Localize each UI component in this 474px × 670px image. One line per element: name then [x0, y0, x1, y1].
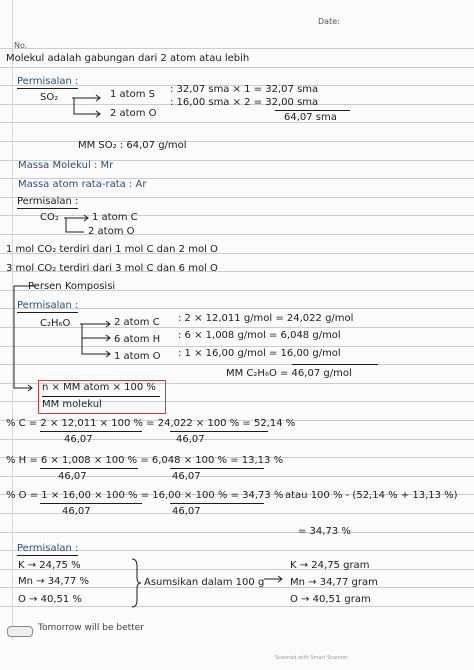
- co2-statement-2: 3 mol CO₂ terdiri dari 3 mol C dan 6 mol O: [6, 263, 218, 274]
- k-gram: K → 24,75 gram: [290, 560, 370, 571]
- fraction-bar: [40, 468, 138, 469]
- ruled-line: [0, 364, 474, 365]
- massa-molekul: Massa Molekul : Mr: [18, 160, 114, 171]
- co2-atom-o: 2 atom O: [88, 226, 135, 237]
- c2h6o-atom-h: 6 atom H: [114, 334, 161, 345]
- c2h6o-mass-h: : 6 × 1,008 g/mol = 6,048 g/mol: [178, 330, 341, 341]
- so2-atom-s: 1 atom S: [110, 89, 155, 100]
- ruled-line: [0, 141, 474, 142]
- mm-so2: MM SO₂ : 64,07 g/mol: [78, 140, 187, 151]
- co2-atom-c: 1 atom C: [92, 212, 138, 223]
- percent-c-denominator-2: 46,07: [176, 434, 205, 445]
- so2-mass-o: : 16,00 sma × 2 = 32,00 sma: [170, 97, 319, 108]
- brace-icon: [130, 558, 142, 608]
- so2-mass-s: : 32,07 sma × 1 = 32,07 sma: [170, 84, 319, 95]
- percent-o-denominator-2: 46,07: [172, 506, 201, 517]
- c2h6o-formula: C₂H₆O: [40, 318, 71, 329]
- so2-atom-o: 2 atom O: [110, 108, 157, 119]
- fraction-bar: [42, 396, 160, 397]
- c2h6o-atom-c: 2 atom C: [114, 317, 160, 328]
- persen-komposisi-heading: Persen Komposisi: [28, 281, 116, 292]
- ruled-line: [0, 122, 474, 123]
- ruled-line: [0, 48, 474, 49]
- permisalan-c2h6o: Permisalan :: [17, 300, 79, 311]
- fraction-bar: [170, 503, 264, 504]
- percent-c-denominator-1: 46,07: [64, 434, 93, 445]
- percent-o-denominator-1: 46,07: [62, 506, 91, 517]
- percent-c-line: % C = 2 × 12,011 × 100 % = 24,022 × 100 % = 52,14 %: [6, 418, 296, 429]
- co2-formula: CO₂: [40, 212, 59, 223]
- ruled-line: [0, 67, 474, 68]
- c2h6o-mass-o: : 1 × 16,00 g/mol = 16,00 g/mol: [178, 348, 341, 359]
- percent-h-denominator-2: 46,07: [172, 471, 201, 482]
- branch-arrow-icon: [72, 94, 102, 118]
- permisalan-co2: Permisalan :: [17, 196, 79, 207]
- sum-line: [292, 364, 378, 365]
- branch-arrow-icon: [80, 320, 112, 358]
- o-gram: O → 40,51 gram: [290, 594, 371, 605]
- footer-slogan: Tomorrow will be better: [38, 623, 144, 633]
- date-label: Date:: [318, 17, 340, 26]
- sum-line: [275, 110, 350, 111]
- no-label: No.: [14, 41, 28, 50]
- percent-o-result: = 34,73 %: [298, 526, 351, 537]
- percent-o-alternative: atau 100 % - (52,14 % + 13,13 %): [285, 490, 458, 501]
- o-percent: O → 40,51 %: [18, 594, 82, 605]
- ruled-line: [0, 606, 474, 607]
- ruled-line: [0, 327, 474, 328]
- scanner-credit: Scanned with Smart Scanner: [275, 655, 348, 661]
- molekul-definition: Molekul adalah gabungan dari 2 atom atau lebih: [6, 53, 250, 64]
- co2-statement-1: 1 mol CO₂ terdiri dari 1 mol C dan 2 mol O: [6, 244, 218, 255]
- permisalan-heading: Permisalan :: [17, 76, 79, 87]
- so2-formula: SO₂: [40, 92, 59, 103]
- right-arrow-icon: [264, 574, 284, 584]
- massa-atom: Massa atom rata-rata : Ar: [18, 179, 147, 190]
- mn-percent: Mn → 34,77 %: [18, 576, 90, 587]
- so2-sum: 64,07 sma: [284, 112, 337, 123]
- c2h6o-atom-o: 1 atom O: [114, 351, 161, 362]
- k-percent: K → 24,75 %: [18, 560, 81, 571]
- ruled-line: [0, 346, 474, 347]
- formula-numerator: n × MM atom × 100 %: [42, 382, 156, 393]
- fraction-bar: [40, 503, 142, 504]
- c2h6o-mass-c: : 2 × 12,011 g/mol = 24,022 g/mol: [178, 313, 354, 324]
- brand-logo: [7, 626, 33, 637]
- mn-gram: Mn → 34,77 gram: [290, 577, 378, 588]
- ruled-line: [0, 532, 474, 533]
- mm-c2h6o: MM C₂H₆O = 46,07 g/mol: [226, 368, 352, 379]
- formula-denominator: MM molekul: [42, 399, 102, 410]
- percent-h-denominator-1: 46,07: [58, 471, 87, 482]
- permisalan-kmno: Permisalan :: [17, 543, 79, 554]
- fraction-bar: [170, 431, 268, 432]
- percent-h-line: % H = 6 × 1,008 × 100 % = 6,048 × 100 % = 13,13 %: [6, 455, 284, 466]
- fraction-bar: [170, 468, 264, 469]
- percent-o-line: % O = 1 × 16,00 × 100 % = 16,00 × 100 % = 34,73 %: [6, 490, 284, 501]
- fraction-bar: [40, 431, 142, 432]
- assume-100g: Asumsikan dalam 100 g: [144, 577, 265, 588]
